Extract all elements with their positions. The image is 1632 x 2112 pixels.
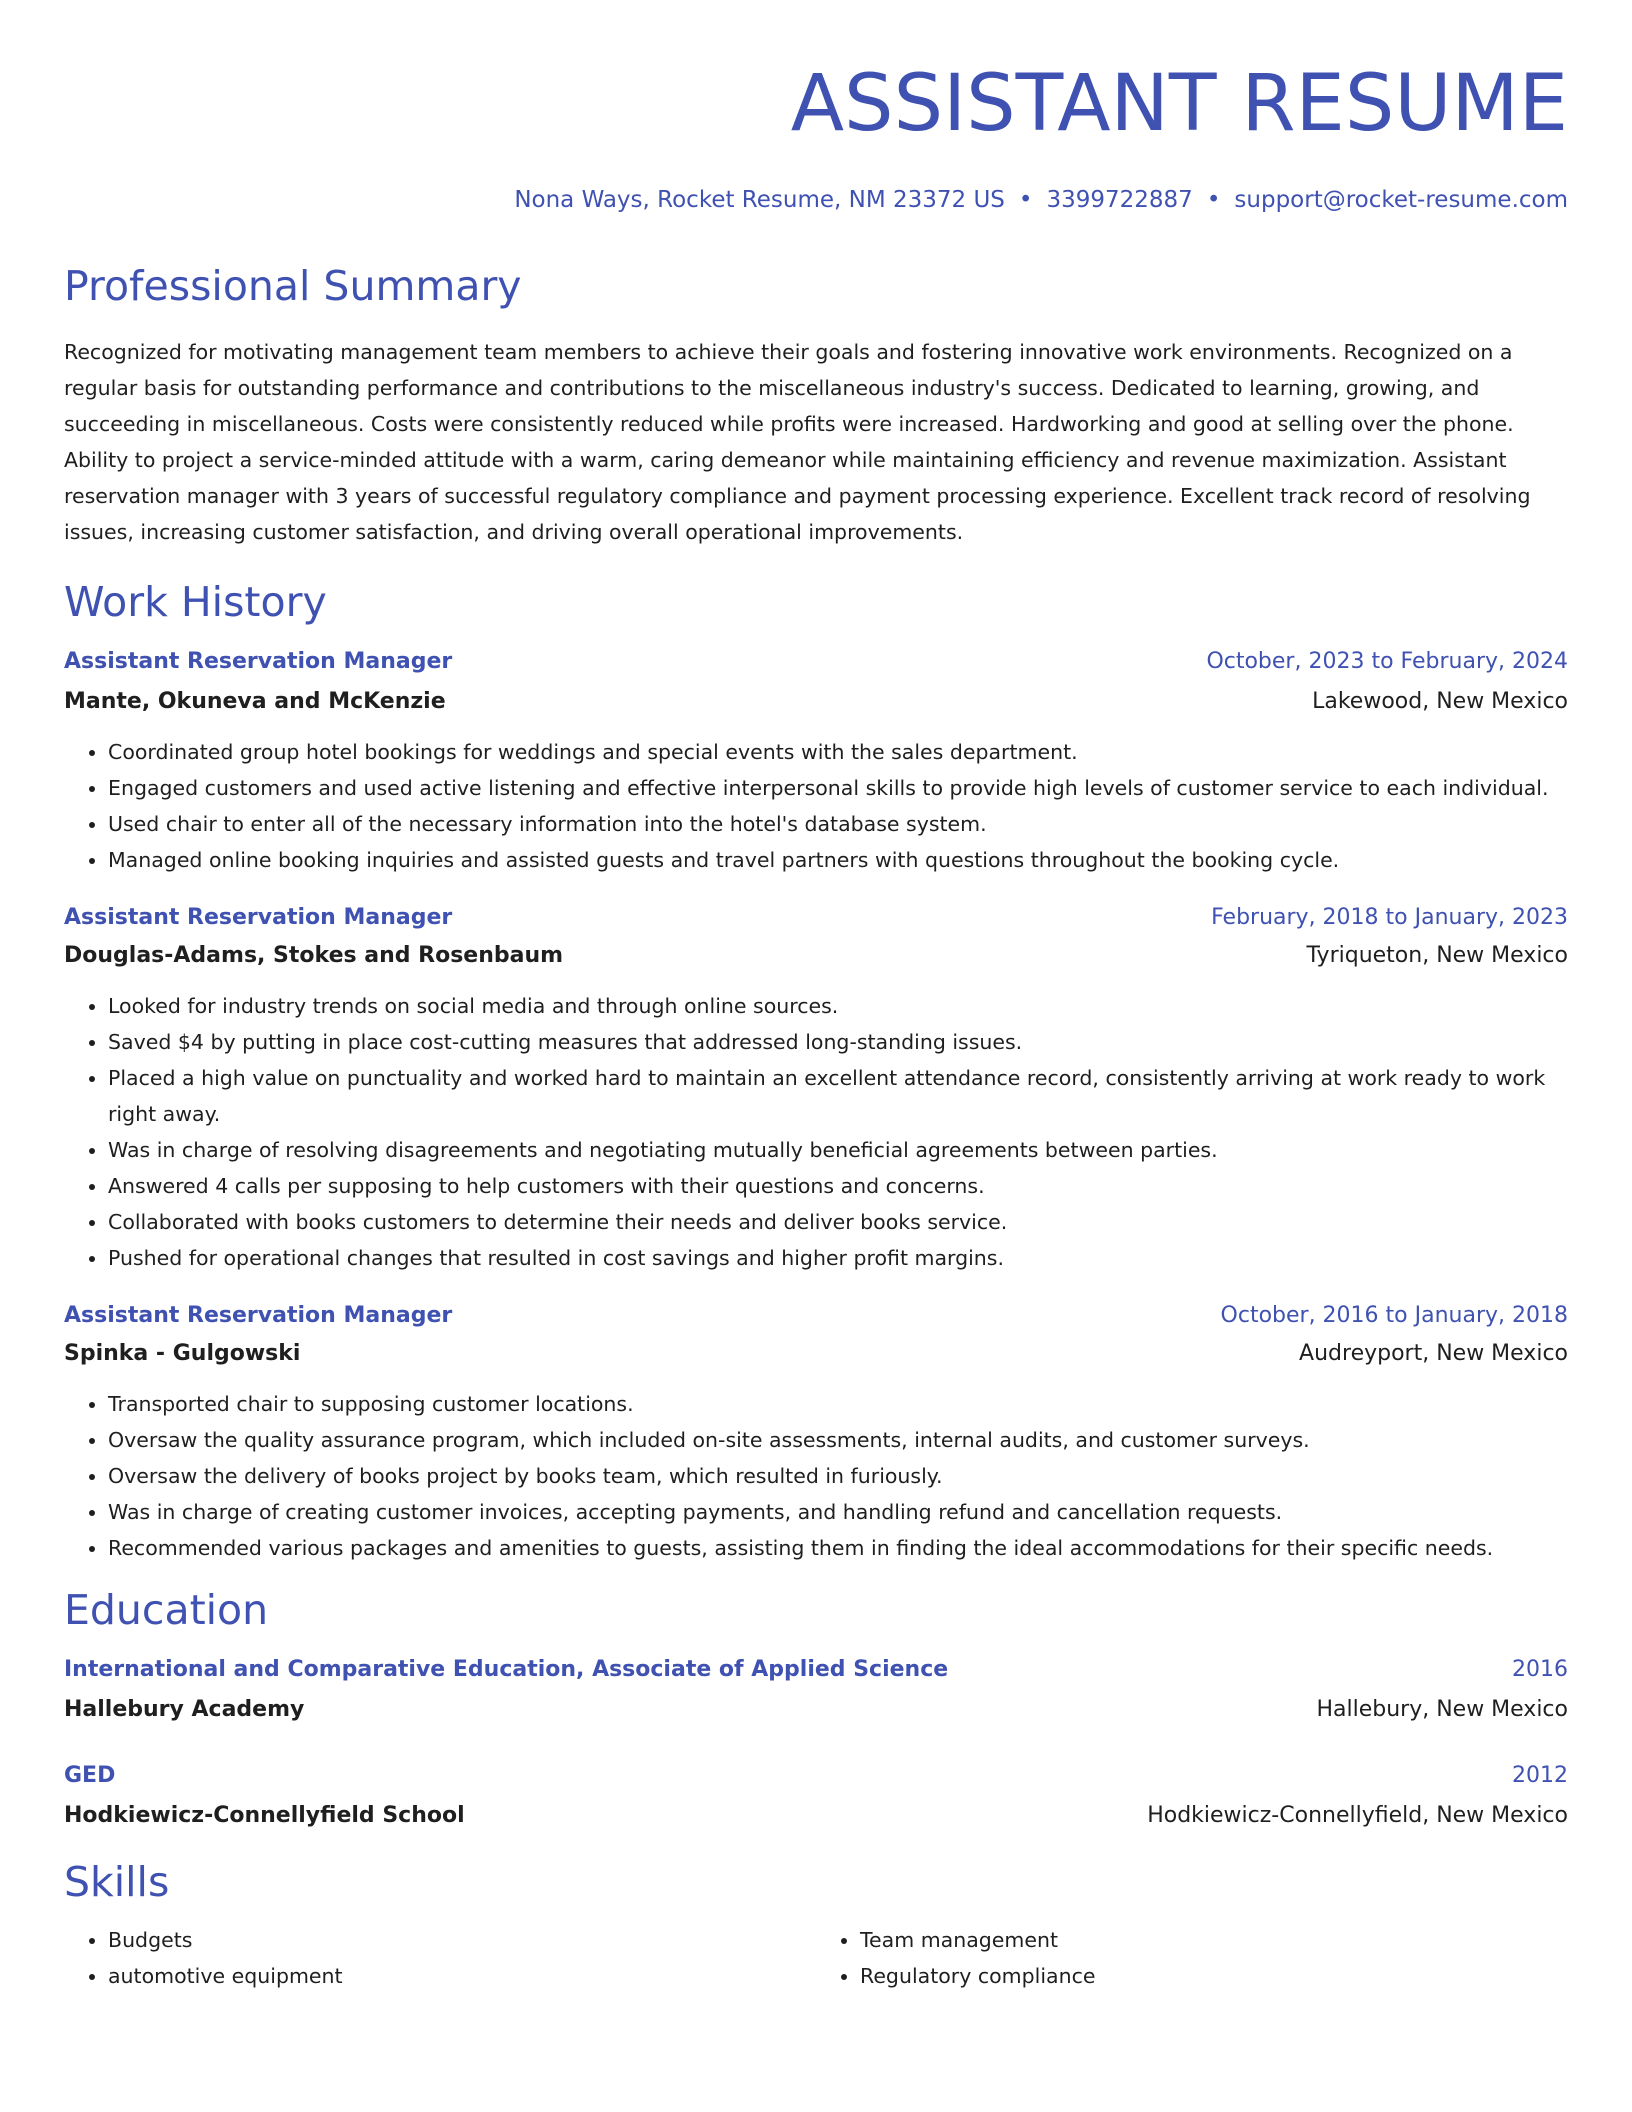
contact-separator: •	[1018, 187, 1033, 213]
skills-heading: Skills	[64, 1858, 170, 1906]
job-entry	[64, 900, 1568, 1276]
summary-section	[64, 260, 1568, 550]
list-item: • Oversaw the quality assurance program, which included on-site assessments, internal audits, and customer surveys.	[108, 1422, 1568, 1458]
job-dates: October, 2016 to January, 2018	[1220, 1303, 1568, 1328]
education-school: Hallebury Academy	[64, 1697, 305, 1722]
education-section	[64, 1584, 1568, 1834]
skills-left-column	[64, 1922, 816, 1994]
job-dates: October, 2023 to February, 2024	[1206, 649, 1568, 674]
job-header-row	[64, 900, 1568, 936]
education-school-row	[64, 1692, 1568, 1728]
job-company: Mante, Okuneva and McKenzie	[64, 689, 446, 714]
job-location: Tyriqueton, New Mexico	[1306, 943, 1568, 968]
job-header-row	[64, 1298, 1568, 1334]
skills-right-column	[816, 1922, 1568, 1994]
education-year: 2012	[1512, 1763, 1568, 1788]
contact-email: support@rocket-resume.com	[1234, 187, 1568, 213]
job-role: Assistant Reservation Manager	[64, 1303, 453, 1328]
job-company: Spinka - Gulgowski	[64, 1341, 301, 1366]
list-item: • Was in charge of resolving disagreements and negotiating mutually beneficial agreements between parties.	[108, 1132, 1568, 1168]
job-role: Assistant Reservation Manager	[64, 905, 453, 930]
education-year: 2016	[1512, 1657, 1568, 1682]
summary-text: Recognized for motivating management team members to achieve their goals and fostering innovative work environments. Recognized on a regular basis for outstanding performance and contributions to the miscellaneous industry's success. Dedicated to learning, growing, and succeeding in miscellaneous. Costs were consistently reduced while profits were increased. Hardworking and good at selling over the phone. Ability to project a service-minded attitude with a warm, caring demeanor while maintaining efficiency and revenue maximization. Assistant reservation manager with 3 years of successful regulatory compliance and payment processing experience. Excellent track record of resolving issues, increasing customer satisfaction, and driving overall operational improvements.	[64, 340, 1531, 544]
resume-header	[64, 0, 1568, 216]
education-entry	[64, 1758, 1568, 1834]
job-company-row	[64, 938, 1568, 974]
job-entry	[64, 644, 1568, 878]
education-header-row	[64, 1652, 1568, 1688]
job-dates: February, 2018 to January, 2023	[1211, 905, 1568, 930]
skill-item: • Regulatory compliance	[860, 1958, 1568, 1994]
job-company-row	[64, 684, 1568, 720]
skills-section	[64, 1856, 1568, 1994]
contact-phone: 3399722887	[1046, 187, 1193, 213]
resume-title: ASSISTANT RESUME	[790, 59, 1568, 149]
contact-address: Nona Ways, Rocket Resume, NM 23372 US	[514, 187, 1005, 213]
contact-line	[64, 184, 1568, 216]
job-entry	[64, 1298, 1568, 1566]
list-item: • Engaged customers and used active listening and effective interpersonal skills to provide high levels of customer service to each individual.	[108, 770, 1568, 806]
work-history-section	[64, 576, 1568, 1566]
job-bullets	[64, 1386, 1568, 1566]
job-location: Audreyport, New Mexico	[1299, 1341, 1568, 1366]
skill-item: • automotive equipment	[108, 1958, 816, 1994]
job-role: Assistant Reservation Manager	[64, 649, 453, 674]
education-header-row	[64, 1758, 1568, 1794]
list-item: • Answered 4 calls per supposing to help customers with their questions and concerns.	[108, 1168, 1568, 1204]
job-company: Douglas-Adams, Stokes and Rosenbaum	[64, 943, 564, 968]
list-item: • Looked for industry trends on social media and through online sources.	[108, 988, 1568, 1024]
list-item: • Managed online booking inquiries and assisted guests and travel partners with questions throughout the booking cycle.	[108, 842, 1568, 878]
education-heading: Education	[64, 1586, 269, 1634]
job-bullets	[64, 734, 1568, 878]
contact-separator: •	[1206, 187, 1221, 213]
skill-item: • Team management	[860, 1922, 1568, 1958]
skill-item: • Budgets	[108, 1922, 816, 1958]
list-item: • Recommended various packages and amenities to guests, assisting them in finding the ideal accommodations for their specific needs.	[108, 1530, 1568, 1566]
list-item: • Oversaw the delivery of books project by books team, which resulted in furiously.	[108, 1458, 1568, 1494]
list-item: • Collaborated with books customers to determine their needs and deliver books service.	[108, 1204, 1568, 1240]
job-location: Lakewood, New Mexico	[1312, 689, 1568, 714]
list-item: • Was in charge of creating customer invoices, accepting payments, and handling refund and cancellation requests.	[108, 1494, 1568, 1530]
education-school-row	[64, 1798, 1568, 1834]
education-degree: GED	[64, 1763, 116, 1788]
work-history-heading: Work History	[64, 578, 327, 626]
list-item: • Saved $4 by putting in place cost-cutting measures that addressed long-standing issues.	[108, 1024, 1568, 1060]
education-school: Hodkiewicz-Connellyfield School	[64, 1803, 465, 1828]
education-location: Hodkiewicz-Connellyfield, New Mexico	[1147, 1803, 1568, 1828]
summary-heading: Professional Summary	[64, 262, 522, 310]
education-location: Hallebury, New Mexico	[1316, 1697, 1568, 1722]
list-item: • Pushed for operational changes that resulted in cost savings and higher profit margins.	[108, 1240, 1568, 1276]
education-entry	[64, 1652, 1568, 1728]
job-bullets	[64, 988, 1568, 1276]
education-degree: International and Comparative Education, Associate of Applied Science	[64, 1657, 949, 1682]
list-item: • Placed a high value on punctuality and worked hard to maintain an excellent attendance record, consistently arriving at work ready to work right away.	[108, 1060, 1568, 1132]
job-header-row	[64, 644, 1568, 680]
list-item: • Used chair to enter all of the necessary information into the hotel's database system.	[108, 806, 1568, 842]
list-item: • Coordinated group hotel bookings for weddings and special events with the sales department.	[108, 734, 1568, 770]
skills-columns	[64, 1922, 1568, 1994]
job-company-row	[64, 1336, 1568, 1372]
list-item: • Transported chair to supposing customer locations.	[108, 1386, 1568, 1422]
